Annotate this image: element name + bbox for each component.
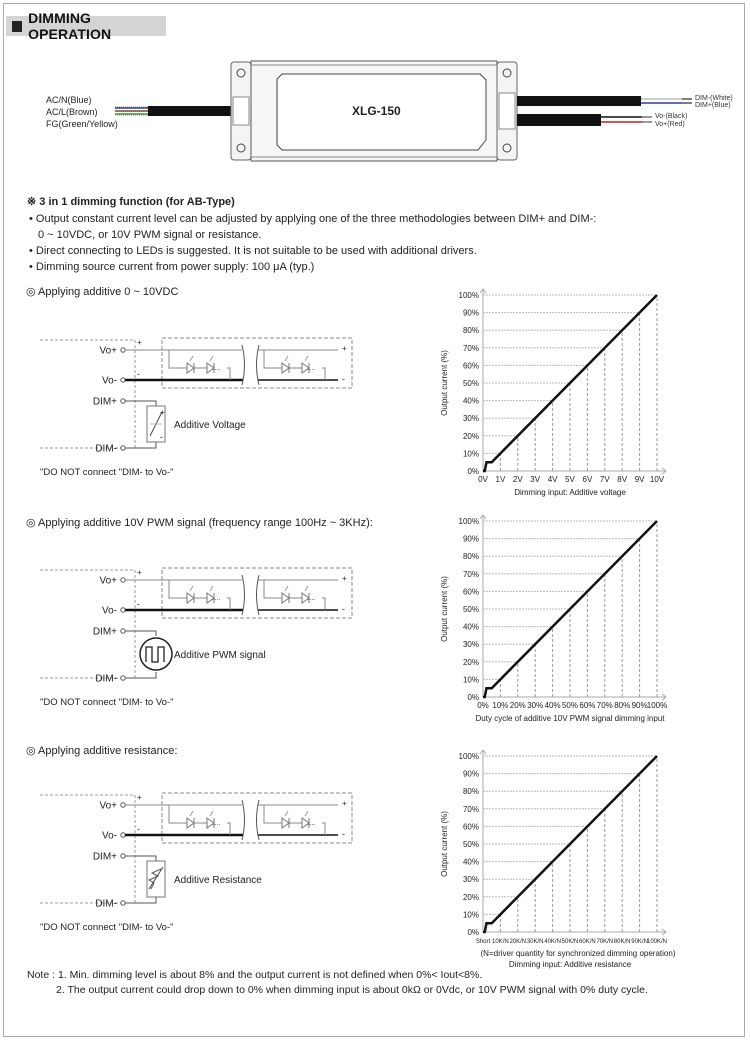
break-mark: [257, 575, 260, 615]
led-string-wire: [322, 368, 325, 380]
dim-plus-wire: [125, 401, 156, 406]
note-1: [27, 969, 482, 981]
led-string-wire: [227, 368, 230, 380]
dim-plus-wire: [125, 856, 156, 861]
y-tick-label: 20%: [462, 892, 479, 902]
led-string-wire: [227, 823, 230, 835]
circuit-diagram-pwm: [30, 560, 370, 725]
x-tick-label: 10%: [492, 701, 509, 710]
led-icon: [187, 363, 194, 373]
load-minus-sign: -: [342, 604, 345, 614]
x-tick-label: 30%: [527, 701, 544, 710]
y-tick-label: 20%: [462, 431, 479, 441]
x-tick-label: 70K/N: [596, 939, 614, 945]
y-tick-label: 30%: [462, 414, 479, 424]
x-tick-label: 1V: [495, 475, 506, 484]
y-tick-label: 90%: [462, 769, 479, 779]
resistor-source-icon: [147, 861, 165, 897]
y-tick-label: 0%: [467, 467, 479, 476]
x-tick-label: 2V: [512, 475, 523, 484]
x-tick-label: 70%: [596, 701, 613, 710]
load-plus-sign: +: [342, 574, 347, 583]
led-icon: [187, 818, 194, 828]
x-tick-label: 40K/N: [544, 939, 561, 945]
y-tick-label: 80%: [462, 552, 479, 562]
x-axis-label: Dimming input: Additive resistance: [508, 960, 632, 969]
y-tick-label: 10%: [462, 675, 479, 685]
led-icon: [282, 593, 289, 603]
function-bullet: • Output constant current level can be adjusted by applying one of the three methodologies between DIM+ and DIM-:: [29, 213, 597, 225]
led-light-icon: [285, 811, 288, 816]
y-tick-label: 30%: [462, 640, 479, 650]
x-tick-label: 6V: [582, 475, 593, 484]
x-tick-label: 30K/N: [526, 939, 544, 945]
chart-voltage: [430, 285, 680, 505]
x-tick-label: 7V: [599, 475, 610, 484]
circuit-diagram-voltage: [30, 330, 370, 495]
led-light-icon: [305, 356, 308, 361]
input-wire-label: FG(Green/Yellow): [46, 119, 118, 129]
vo-minus-label: Vo-: [101, 375, 117, 387]
x-tick-label: 20%: [509, 701, 526, 710]
function-bullet-continuation: 0 ~ 10VDC, or 10V PWM signal or resistance.: [38, 229, 262, 241]
y-tick-label: 50%: [462, 605, 479, 614]
y-tick-label: 50%: [462, 379, 479, 388]
led-string-wire: [322, 598, 325, 610]
y-axis-label: Output current (%): [440, 350, 449, 416]
note-prefix: Note :: [27, 969, 56, 981]
x-tick-label: 80%: [614, 701, 631, 710]
x-tick-label: Short: [475, 939, 491, 945]
dim-minus-wire: [125, 672, 156, 678]
function-bullet: • Dimming source current from power supply: 100 μA (typ.): [29, 261, 315, 273]
y-axis-label: Output current (%): [440, 576, 449, 642]
led-light-icon: [305, 811, 308, 816]
x-tick-label: 60K/N: [579, 939, 596, 945]
led-light-icon: [285, 586, 288, 591]
led-icon: [282, 363, 289, 373]
source-label: Additive Voltage: [174, 420, 246, 431]
x-tick-label: 0%: [477, 701, 489, 710]
x-tick-label: 10V: [649, 475, 665, 484]
dim-minus-terminal: [121, 676, 125, 680]
title-square-icon: [12, 21, 22, 32]
load-plus-sign: +: [342, 799, 347, 808]
x-axis-note: (N=driver quantity for synchronized dimming operation): [480, 949, 676, 958]
x-tick-label: 90%: [631, 701, 648, 710]
section-title-text: DIMMING OPERATION: [28, 10, 112, 42]
left-flange: [231, 62, 251, 160]
vo-plus-terminal: [121, 348, 125, 352]
x-tick-label: 50K/N: [561, 939, 579, 945]
x-axis-label: Dimming input: Additive voltage: [514, 488, 626, 497]
driver-boundary: [40, 570, 135, 678]
source-label: Additive Resistance: [174, 875, 262, 886]
dim-minus-wire: [125, 442, 156, 448]
vo-plus-label: Vo+: [99, 575, 117, 587]
x-tick-label: 60%: [579, 701, 596, 710]
led-continuation-dots: ....: [212, 593, 221, 602]
dim-cable: [517, 96, 692, 106]
led-icon: [187, 593, 194, 603]
led-continuation-dots: ....: [307, 363, 316, 372]
driver-minus-sign: -: [137, 599, 140, 609]
y-tick-label: 30%: [462, 875, 479, 885]
right-flange: [497, 62, 517, 160]
y-tick-label: 70%: [462, 804, 479, 814]
x-tick-label: 4V: [547, 475, 558, 484]
x-tick-label: 50%: [561, 701, 579, 710]
y-tick-label: 90%: [462, 534, 479, 544]
dim-minus-wire: [125, 897, 156, 903]
driver-plus-sign: +: [137, 793, 142, 802]
input-cable: [115, 106, 232, 116]
function-bullet-text: Direct connecting to LEDs is suggested. It is not suitable to be used with additional drivers.: [35, 245, 477, 257]
y-tick-label: 40%: [462, 396, 479, 406]
load-plus-sign: +: [342, 344, 347, 353]
led-light-icon: [210, 811, 213, 816]
y-tick-label: 80%: [462, 787, 479, 797]
x-tick-label: 8V: [617, 475, 628, 484]
x-tick-label: 80K/N: [613, 939, 631, 945]
x-tick-label: 10K/N: [492, 939, 509, 945]
y-tick-label: 100%: [458, 752, 479, 761]
x-tick-label: 5V: [565, 475, 575, 484]
x-tick-label: 3V: [530, 475, 541, 484]
dim-plus-label: DIM+: [92, 851, 117, 863]
function-bullet-text: Output constant current level can be adjusted by applying one of the three methodologies between DIM+ and DIM-:: [35, 213, 597, 225]
section-heading-voltage: ◎ Applying additive 0 ~ 10VDC: [26, 286, 179, 298]
led-light-icon: [190, 586, 193, 591]
driver-minus-sign: -: [137, 369, 140, 379]
y-tick-label: 60%: [462, 587, 479, 597]
source-minus-sign: -: [160, 432, 163, 442]
dim-plus-label: DIM+: [92, 396, 117, 408]
vo-plus-terminal: [121, 803, 125, 807]
vo-minus-terminal: [121, 833, 125, 837]
note-2: 2. The output current could drop down to 0% when dimming input is about 0kΩ or 0Vdc, or 10V PWM signal with 0% duty cycle.: [56, 984, 648, 996]
x-axis-label: Duty cycle of additive 10V PWM signal dimming input: [475, 714, 665, 723]
driver-plus-sign: +: [137, 568, 142, 577]
led-string-wire: [227, 598, 230, 610]
dim-minus-terminal: [121, 901, 125, 905]
dim-plus-terminal: [121, 629, 125, 633]
x-tick-label: 40%: [544, 701, 561, 710]
x-tick-label: 100%: [646, 701, 668, 710]
vo-plus-label: Vo+: [99, 345, 117, 357]
y-tick-label: 40%: [462, 622, 479, 632]
dim-minus-label: DIM-: [95, 443, 117, 455]
y-tick-label: 0%: [467, 693, 479, 702]
source-label: Additive PWM signal: [174, 650, 266, 661]
dim-minus-terminal: [121, 446, 125, 450]
led-light-icon: [305, 586, 308, 591]
vo-plus-terminal: [121, 578, 125, 582]
input-wire-label: AC/L(Brown): [46, 107, 98, 117]
y-tick-label: 100%: [458, 517, 479, 526]
y-tick-label: 60%: [462, 361, 479, 371]
function-bullet: • Direct connecting to LEDs is suggested. It is not suitable to be used with additional drivers.: [29, 245, 477, 257]
driver-plus-sign: +: [137, 338, 142, 347]
y-tick-label: 0%: [467, 928, 479, 937]
input-wire-label: AC/N(Blue): [46, 95, 92, 105]
y-tick-label: 90%: [462, 308, 479, 318]
output-cable: [517, 114, 652, 126]
pwm-source-icon: [140, 638, 172, 670]
y-tick-label: 70%: [462, 569, 479, 579]
led-light-icon: [285, 356, 288, 361]
y-tick-label: 50%: [462, 840, 479, 849]
break-mark: [257, 800, 260, 840]
y-tick-label: 40%: [462, 857, 479, 867]
led-light-icon: [210, 356, 213, 361]
led-continuation-dots: ....: [307, 593, 316, 602]
circuit-diagram-resistance: [30, 785, 370, 950]
load-minus-sign: -: [342, 829, 345, 839]
dim-plus-terminal: [121, 399, 125, 403]
dim-wire-label: DIM+(Blue): [695, 102, 731, 109]
y-tick-label: 10%: [462, 449, 479, 459]
dim-plus-label: DIM+: [92, 626, 117, 638]
x-tick-label: 20K/N: [509, 939, 527, 945]
led-light-icon: [210, 586, 213, 591]
output-wire-label: Vo+(Red): [655, 121, 685, 128]
led-string-wire: [322, 823, 325, 835]
output-wire-label: Vo-(Black): [655, 113, 688, 120]
driver-minus-sign: -: [137, 824, 140, 834]
source-plus-sign: +: [160, 408, 165, 417]
warning-text: "DO NOT connect "DIM- to Vo-": [40, 467, 174, 478]
y-tick-label: 60%: [462, 822, 479, 832]
function-heading: ※ 3 in 1 dimming function (for AB-Type): [27, 196, 235, 208]
x-tick-label: 100K/N: [646, 939, 668, 945]
chart-resistance: [430, 746, 695, 976]
led-continuation-dots: ....: [307, 818, 316, 827]
break-mark: [257, 345, 260, 385]
note-text: 1. Min. dimming level is about 8% and the output current is not defined when 0%< Iout<8%.: [57, 969, 483, 981]
y-tick-label: 20%: [462, 657, 479, 667]
y-axis-label: Output current (%): [440, 811, 449, 877]
dim-wire-label: DIM-(White): [695, 95, 733, 102]
device-model: XLG-150: [352, 104, 401, 118]
section-heading-pwm: ◎ Applying additive 10V PWM signal (frequency range 100Hz ~ 3KHz):: [26, 517, 373, 529]
vo-minus-terminal: [121, 378, 125, 382]
dim-minus-label: DIM-: [95, 673, 117, 685]
vo-minus-label: Vo-: [101, 605, 117, 617]
x-tick-label: 0V: [478, 475, 488, 484]
driver-boundary: [40, 795, 135, 903]
section-title: [6, 10, 166, 42]
vo-minus-terminal: [121, 608, 125, 612]
function-bullet-text: Dimming source current from power supply: 100 μA (typ.): [35, 261, 315, 273]
chart-pwm: [430, 511, 680, 731]
led-continuation-dots: ....: [212, 818, 221, 827]
dim-plus-wire: [125, 631, 156, 636]
dim-plus-terminal: [121, 854, 125, 858]
section-heading-resistance: ◎ Applying additive resistance:: [26, 745, 178, 757]
led-light-icon: [190, 356, 193, 361]
load-minus-sign: -: [342, 374, 345, 384]
driver-boundary: [40, 340, 135, 448]
y-tick-label: 80%: [462, 326, 479, 336]
warning-text: "DO NOT connect "DIM- to Vo-": [40, 922, 174, 933]
y-tick-label: 10%: [462, 910, 479, 920]
y-tick-label: 70%: [462, 343, 479, 353]
dim-minus-label: DIM-: [95, 898, 117, 910]
warning-text: "DO NOT connect "DIM- to Vo-": [40, 697, 174, 708]
led-light-icon: [190, 811, 193, 816]
y-tick-label: 100%: [458, 291, 479, 300]
x-tick-label: 9V: [634, 475, 645, 484]
vo-plus-label: Vo+: [99, 800, 117, 812]
led-continuation-dots: ....: [212, 363, 221, 372]
x-tick-label: 90K/N: [631, 939, 648, 945]
led-icon: [282, 818, 289, 828]
vo-minus-label: Vo-: [101, 830, 117, 842]
